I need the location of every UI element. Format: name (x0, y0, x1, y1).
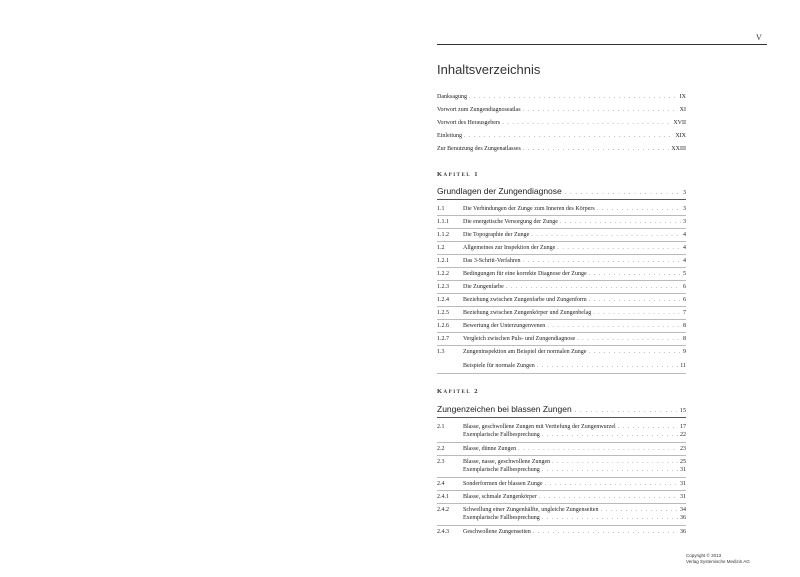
chapter-label: Kapitel 2 (437, 388, 480, 395)
entry-divider (437, 280, 686, 281)
toc-entry: 1.2.4 Beziehung zwischen Zungenfarbe und Zungenform . . . 6 (437, 295, 686, 305)
entry-divider (437, 241, 686, 242)
toc-entry: 1.1.2 Die Topographie der Zunge . . . 4 (437, 230, 686, 240)
toc-entry: 1.3 Zungeninspektion am Beispiel der normalen Zunge . . . 9 (437, 347, 686, 357)
toc-entry: 1.1.1 Die energetische Versorgung der Zunge . . . 3 (437, 217, 686, 227)
chapter-rule (437, 199, 686, 200)
page-number: V (756, 33, 762, 42)
toc-entry: 2.1 Blasse, geschwollene Zungen mit Vertiefung der Zungenwurzel . . . 17 (437, 422, 686, 432)
entry-divider (437, 345, 686, 346)
entry-divider (437, 442, 686, 443)
header-rule (437, 44, 767, 45)
toc-entry: 1.2.3 Die Zungenfarbe . . . 6 (437, 282, 686, 292)
chapter-title: Grundlagen der Zungendiagnose . . . 3 (437, 186, 686, 196)
entry-divider (437, 319, 686, 320)
copyright-notice (686, 553, 750, 565)
toc-entry: 2.4.2 Schwellung einer Zungenhälfte, ungleiche Zungenseiten . . . 34 (437, 505, 686, 515)
entry-divider (437, 254, 686, 255)
entry-divider (437, 455, 686, 456)
toc-entry: Vorwort zum Zungendiagnoseatlas . . . XI (437, 105, 686, 115)
page-title: Inhaltsverzeichnis (437, 62, 541, 77)
entry-divider (437, 215, 686, 216)
toc-entry: 1.2 Allgemeines zur Inspektion der Zunge . . . 4 (437, 243, 686, 253)
toc-entry: Exemplarische Fallbesprechung . . . 36 (437, 513, 686, 523)
toc-entry: 2.4.1 Blasse, schmale Zungenkörper . . . 31 (437, 492, 686, 502)
chapter-rule (437, 417, 686, 418)
toc-entry: 1.2.6 Bewertung der Unterzungenvenen . . . 8 (437, 321, 686, 331)
toc-entry: Exemplarische Fallbesprechung . . . 31 (437, 465, 686, 475)
entry-divider (437, 373, 686, 374)
toc-entry: Danksagung . . . IX (437, 92, 686, 102)
toc-entry: Exemplarische Fallbesprechung . . . 22 (437, 430, 686, 440)
toc-entry: 1.2.7 Vergleich zwischen Puls- und Zungendiagnose . . . 8 (437, 334, 686, 344)
toc-entry: 2.3 Blasse, nasse, geschwollene Zungen . . . 25 (437, 457, 686, 467)
toc-entry: 1.2.1 Das 3-Schritt-Verfahren . . . 4 (437, 256, 686, 266)
entry-divider (437, 293, 686, 294)
publisher-line: Verlag Systemische Medizin AG (686, 559, 750, 564)
entry-divider (437, 267, 686, 268)
toc-entry: Zur Benutzung des Zungenatlasses . . . XXIII (437, 144, 686, 154)
toc-entry: 1.2.2 Bedingungen für eine korrekte Diagnose der Zunge . . . 5 (437, 269, 686, 279)
copyright-line: Copyright © 2013 (686, 553, 722, 558)
entry-divider (437, 525, 686, 526)
toc-entry: Vorwort des Herausgebers . . . XVII (437, 118, 686, 128)
chapter-title: Zungenzeichen bei blassen Zungen . . . 15 (437, 404, 686, 414)
entry-divider (437, 477, 686, 478)
toc-entry: Einleitung . . . XIX (437, 131, 686, 141)
entry-divider (437, 228, 686, 229)
chapter-label: Kapitel 1 (437, 171, 480, 178)
entry-divider (437, 306, 686, 307)
toc-entry: 2.2 Blasse, dünne Zungen . . . 23 (437, 444, 686, 454)
toc-entry: 1.2.5 Beziehung zwischen Zungenkörper und Zungenbelag . . . 7 (437, 308, 686, 318)
entry-divider (437, 503, 686, 504)
toc-entry: 2.4 Sonderformen der blassen Zunge . . . 31 (437, 479, 686, 489)
entry-divider (437, 332, 686, 333)
toc-entry: 1.1 Die Verbindungen der Zunge zum Inneren des Körpers . . . 3 (437, 204, 686, 214)
toc-entry: 2.4.3 Geschwollene Zungenseiten . . . 36 (437, 527, 686, 537)
entry-divider (437, 490, 686, 491)
toc-entry: Beispiele für normale Zungen . . . 11 (437, 361, 686, 371)
